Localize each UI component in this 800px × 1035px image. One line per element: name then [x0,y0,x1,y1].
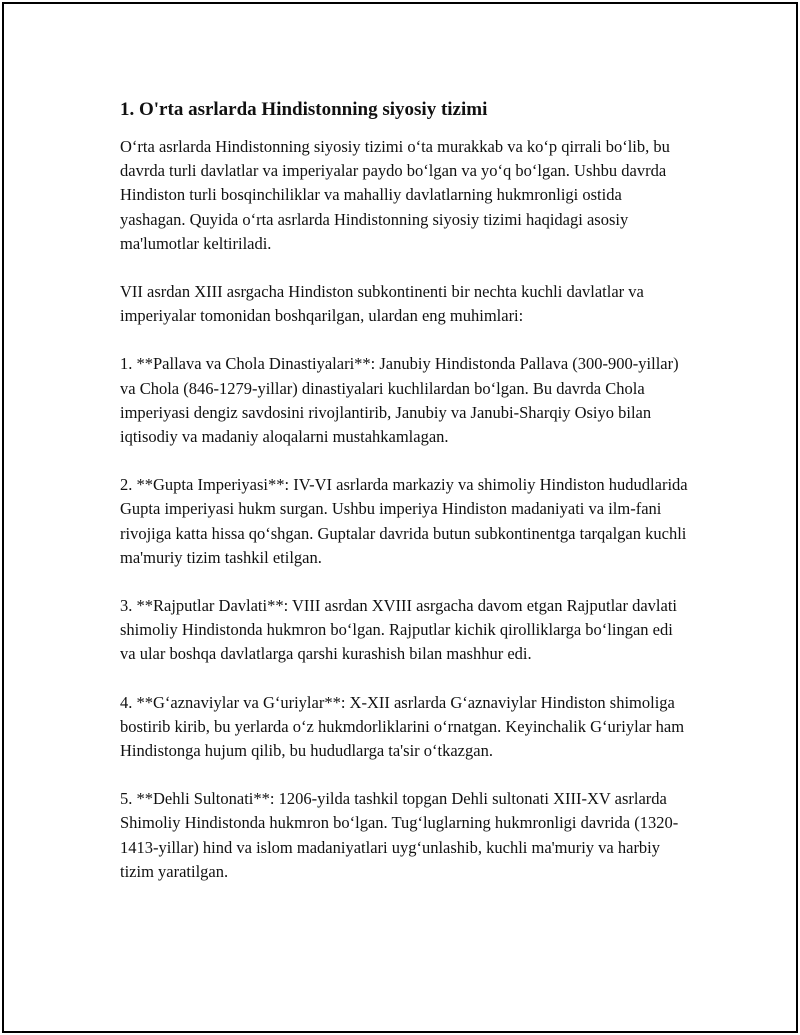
document-body [120,97,690,908]
section-heading: 1. O'rta asrlarda Hindistonning siyosiy tizimi [120,99,488,120]
page-frame [2,2,798,1033]
overview-paragraph: VII asrdan XIII asrgacha Hindiston subkontinenti bir nechta kuchli davlatlar va imperiyalar tomonidan boshqarilgan, ulardan eng muhimlari: [120,282,644,326]
intro-paragraph: O‘rta asrlarda Hindistonning siyosiy tizimi o‘ta murakkab va ko‘p qirrali bo‘lib, bu davrda turli davlatlar va imperiyalar paydo bo‘lgan va yo‘q bo‘lgan. Ushbu davrda Hindiston turli bosqinchiliklar va mahalliy davlatlarning hukmronligi ostida yashagan. Quyida o‘rta asrlarda Hindistonning siyosiy tizimi haqidagi asosiy ma'lumotlar keltiriladi. [120,137,670,253]
list-item-rajput: 3. **Rajputlar Davlati**: VIII asrdan XVIII asrgacha davom etgan Rajputlar davlati shimoliy Hindistonda hukmron bo‘lgan. Rajputlar kichik qirolliklarga bo‘lingan edi va ular boshqa davlatlarga qarshi kurashish bilan mashhur edi. [120,596,678,664]
list-item-delhi-sultanate: 5. **Dehli Sultonati**: 1206-yilda tashkil topgan Dehli sultonati XIII-XV asrlarda Shimoliy Hindistonda hukmron bo‘lgan. Tug‘luglarning hukmronligi davrida (1320-1413-yillar) hind va islom madaniyatlari uyg‘unlashib, kuchli ma'muriy va harbiy tizim yaratilgan. [120,789,679,881]
list-item-ghaznavid-ghurid: 4. **G‘aznaviylar va G‘uriylar**: X-XII asrlarda G‘aznaviylar Hindiston shimoliga bostirib kirib, bu yerlarda o‘z hukmdorliklarini o‘rnatgan. Keyinchalik G‘uriylar ham Hindistonga hujum qilib, bu hududlarga ta'sir o‘tkazgan. [120,692,685,761]
list-item-pallava-chola: 1. **Pallava va Chola Dinastiyalari**: Janubiy Hindistonda Pallava (300-900-yillar) va Chola (846-1279-yillar) dinastiyalari kuchlilardan bo‘lgan. Bu davrda Chola imperiyasi dengiz savdosini rivojlantirib, Janubiy va Janubi-Sharqiy Osiyo bilan iqtisodiy va madaniy aloqalarni mustahkamlagan. [120,354,679,447]
list-item-gupta: 2. **Gupta Imperiyasi**: IV-VI asrlarda markaziy va shimoliy Hindiston hududlarida Gupta imperiyasi hukm surgan. Ushbu imperiya Hindiston madaniyati va ilm-fani rivojiga katta hissa qo‘shgan. Guptalar davrida butun subkontinentga tarqalgan kuchli ma'muriy tizim tashkil etilgan. [120,475,688,567]
